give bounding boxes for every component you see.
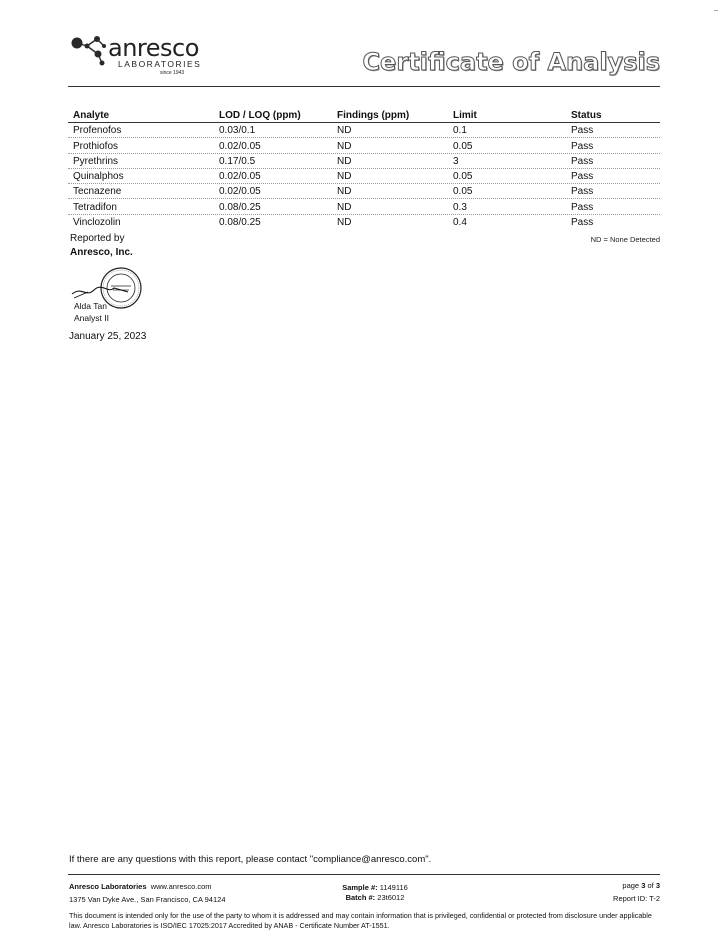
cell-analyte: Prothiofos xyxy=(73,140,119,152)
table-row xyxy=(68,138,660,153)
cell-findings: ND xyxy=(337,140,352,152)
column-header-findings: Findings (ppm) xyxy=(337,110,410,121)
cell-status: Pass xyxy=(571,125,594,137)
cell-findings: ND xyxy=(337,217,352,229)
header-divider xyxy=(68,86,660,87)
footer-address: 1375 Van Dyke Ave., San Francisco, CA 94124 xyxy=(69,895,226,904)
cell-lod-loq: 0.02/0.05 xyxy=(219,140,261,152)
batch-number xyxy=(320,893,430,902)
column-header-lod-loq: LOD / LOQ (ppm) xyxy=(219,110,301,121)
results-table xyxy=(68,108,660,229)
table-row xyxy=(68,154,660,169)
molecule-logo-icon xyxy=(68,34,108,70)
page-of: of xyxy=(647,881,654,890)
sample-number xyxy=(320,883,430,892)
column-header-analyte: Analyte xyxy=(73,110,110,121)
cell-lod-loq: 0.02/0.05 xyxy=(219,171,261,183)
cell-analyte: Quinalphos xyxy=(73,171,124,183)
report-id: Report ID: T-2 xyxy=(613,894,660,903)
legal-disclaimer: This document is intended only for the use of the party to whom it is addressed and may contain information that is privileged, confidential or protected from disclosure under applicable law. Anresco Laboratories is ISO/IEC 17025:2017 Accredited by ANAB - Certificate Number AT-1551. xyxy=(69,911,652,930)
document-title: Certificate of Analysis xyxy=(362,48,660,76)
logo-subtitle: LABORATORIES xyxy=(118,59,202,69)
report-date: January 25, 2023 xyxy=(69,331,147,342)
cell-lod-loq: 0.08/0.25 xyxy=(219,201,261,213)
cell-findings: ND xyxy=(337,125,352,137)
cell-status: Pass xyxy=(571,155,594,167)
nd-footnote: ND = None Detected xyxy=(590,235,660,244)
reported-by-label: Reported by xyxy=(70,233,125,244)
footer-website: www.anresco.com xyxy=(150,882,212,891)
cell-analyte: Vinclozolin xyxy=(73,217,121,229)
cell-limit: 0.4 xyxy=(453,217,467,229)
sample-label: Sample #: xyxy=(342,883,378,892)
table-header-row xyxy=(68,108,660,123)
cell-findings: ND xyxy=(337,155,352,167)
cell-analyte: Tecnazene xyxy=(73,186,122,198)
cell-limit: 3 xyxy=(453,155,459,167)
footer-company xyxy=(69,882,212,891)
footer-company-name: Anresco Laboratories xyxy=(69,882,147,891)
reporting-company: Anresco, Inc. xyxy=(70,247,133,258)
table-row xyxy=(68,215,660,229)
batch-value: 23t6012 xyxy=(377,893,405,902)
contact-note: If there are any questions with this report, please contact "compliance@anresco.com". xyxy=(69,854,432,865)
anresco-logo xyxy=(68,34,218,78)
page-indicator xyxy=(622,881,660,890)
cell-status: Pass xyxy=(571,217,594,229)
cell-lod-loq: 0.02/0.05 xyxy=(219,186,261,198)
footer-divider xyxy=(68,874,660,875)
batch-label: Batch #: xyxy=(345,893,376,902)
logo-since: since 1943 xyxy=(160,70,185,76)
table-row xyxy=(68,123,660,138)
column-header-status: Status xyxy=(571,110,602,121)
signer-name: Alda Tan xyxy=(74,301,107,311)
cell-lod-loq: 0.03/0.1 xyxy=(219,125,256,137)
cell-findings: ND xyxy=(337,201,352,213)
cell-limit: 0.05 xyxy=(453,171,473,183)
signer-title: Analyst II xyxy=(74,313,109,323)
column-header-limit: Limit xyxy=(453,110,477,121)
cell-analyte: Profenofos xyxy=(73,125,122,137)
page-prefix: page xyxy=(622,881,640,890)
page-current: 3 xyxy=(641,881,646,890)
cell-limit: 0.3 xyxy=(453,201,467,213)
cell-status: Pass xyxy=(571,171,594,183)
page-total: 3 xyxy=(655,881,660,890)
cell-analyte: Pyrethrins xyxy=(73,155,119,167)
cell-lod-loq: 0.08/0.25 xyxy=(219,217,261,229)
cell-status: Pass xyxy=(571,201,594,213)
cell-findings: ND xyxy=(337,186,352,198)
sample-value: 1149116 xyxy=(379,883,408,892)
logo-wordmark: anresco xyxy=(108,34,199,62)
table-row xyxy=(68,199,660,214)
cell-limit: 0.05 xyxy=(453,140,473,152)
table-row xyxy=(68,184,660,199)
cell-status: Pass xyxy=(571,140,594,152)
cell-analyte: Tetradifon xyxy=(73,201,117,213)
cell-findings: ND xyxy=(337,171,352,183)
cell-limit: 0.1 xyxy=(453,125,467,137)
table-row xyxy=(68,169,660,184)
corner-mark xyxy=(714,10,718,11)
cell-limit: 0.05 xyxy=(453,186,473,198)
cell-status: Pass xyxy=(571,186,594,198)
cell-lod-loq: 0.17/0.5 xyxy=(219,155,256,167)
